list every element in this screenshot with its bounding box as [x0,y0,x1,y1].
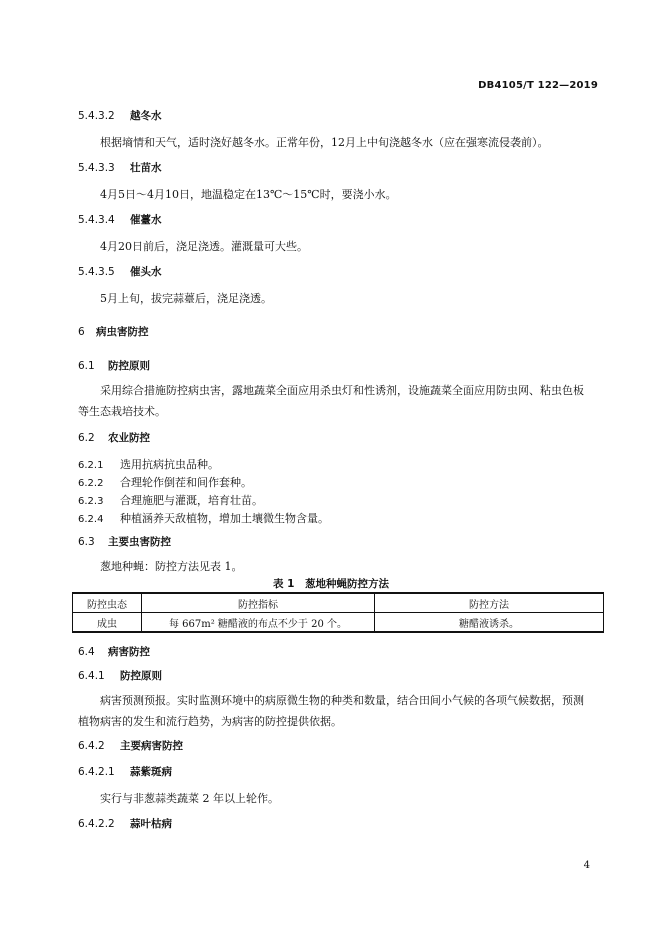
item-number: 6.2.2 [78,478,104,489]
section-number: 5.4.3.2 [78,110,115,122]
section-number: 5.4.3.3 [78,162,115,174]
table-caption: 表 1 葱地种蝇防控方法 [273,578,389,590]
paragraph-5-4-3-3: 4月5日～4月10日，地温稳定在13℃～15℃时，要浇小水。 [100,188,397,201]
paragraph-6-4-2-1: 实行与非葱蒜类蔬菜 2 年以上轮作。 [100,792,279,805]
item-text: 种植涵养天敌植物，增加土壤微生物含量。 [120,512,329,525]
section-number: 6.4.2 [78,740,105,752]
item-text: 选用抗病抗虫品种。 [120,458,219,471]
section-title: 主要病害防控 [120,740,183,752]
item-text: 合理施肥与灌溉，培育壮苗。 [120,494,263,507]
page-number: 4 [583,860,590,871]
item-text: 合理轮作倒茬和间作套种。 [120,476,252,489]
paragraph-6-4-1: 病害预测预报。实时监测环境中的病原微生物的种类和数量，结合田间小气候的各项气候数据，预测植物病害的发生和流行趋势，为病害的防控提供依据。 [78,694,584,728]
table-cell: 糖醋液诱杀。 [375,613,604,633]
table-cell: 成虫 [73,613,142,633]
item-number: 6.2.1 [78,460,104,471]
paragraph-6-3: 葱地种蝇：防控方法见表 1。 [100,560,243,573]
section-title: 越冬水 [130,110,162,122]
paragraph-5-4-3-4: 4月20日前后，浇足浇透。灌溉量可大些。 [100,240,308,253]
section-title: 催头水 [130,266,162,278]
section-title: 蒜叶枯病 [130,818,172,830]
heading-5-4-3-4 [78,212,162,227]
list-item [78,510,329,526]
table-header-cell: 防控虫态 [73,593,142,613]
heading-6-4-2 [78,738,183,753]
table-header-row [73,593,604,613]
list-item [78,456,219,472]
item-number: 6.2.3 [78,496,104,507]
section-number: 6.4.2.1 [78,766,115,778]
heading-5-4-3-5 [78,264,162,279]
document-id-header: DB4105/T 122—2019 [478,80,598,91]
table-cell: 每 667m² 糖醋液的布点不少于 20 个。 [142,613,375,633]
section-number: 6.4.1 [78,670,105,682]
list-item [78,474,252,490]
paragraph-6-1: 采用综合措施防控病虫害，露地蔬菜全面应用杀虫灯和性诱剂，设施蔬菜全面应用防虫网、粘虫色板等生态栽培技术。 [78,384,584,418]
paragraph-5-4-3-2: 根据墒情和天气，适时浇好越冬水。正常年份，12月上中旬浇越冬水（应在强寒流侵袭前）。 [100,136,549,149]
paragraph-5-4-3-5: 5月上旬，拔完蒜薹后，浇足浇透。 [100,292,272,305]
heading-6-2 [78,430,150,445]
heading-6-4-2-1 [78,764,172,779]
item-number: 6.2.4 [78,514,104,525]
section-title: 病虫害防控 [96,326,149,338]
section-title: 蒜紫斑病 [130,766,172,778]
section-number: 6.4 [78,646,95,658]
heading-6-1 [78,358,150,373]
control-methods-table [72,592,604,633]
section-number: 5.4.3.5 [78,266,115,278]
section-number: 6.1 [78,360,95,372]
section-title: 壮苗水 [130,162,162,174]
heading-5-4-3-3 [78,160,162,175]
section-number: 6 [78,326,85,338]
heading-6-4-2-2 [78,816,172,831]
table-header-cell: 防控指标 [142,593,375,613]
section-title: 农业防控 [108,432,150,444]
list-item [78,492,263,508]
table-row [73,613,604,633]
heading-5-4-3-2 [78,108,162,123]
heading-6-4 [78,644,150,659]
heading-6-4-1 [78,668,162,683]
section-number: 6.3 [78,536,95,548]
section-title: 病害防控 [108,646,150,658]
section-number: 6.2 [78,432,95,444]
section-title: 防控原则 [108,360,150,372]
section-title: 主要虫害防控 [108,536,171,548]
section-number: 5.4.3.4 [78,214,115,226]
table-header-cell: 防控方法 [375,593,604,613]
section-number: 6.4.2.2 [78,818,115,830]
heading-6-3 [78,534,171,549]
heading-6 [78,324,149,339]
section-title: 催薹水 [130,214,162,226]
section-title: 防控原则 [120,670,162,682]
